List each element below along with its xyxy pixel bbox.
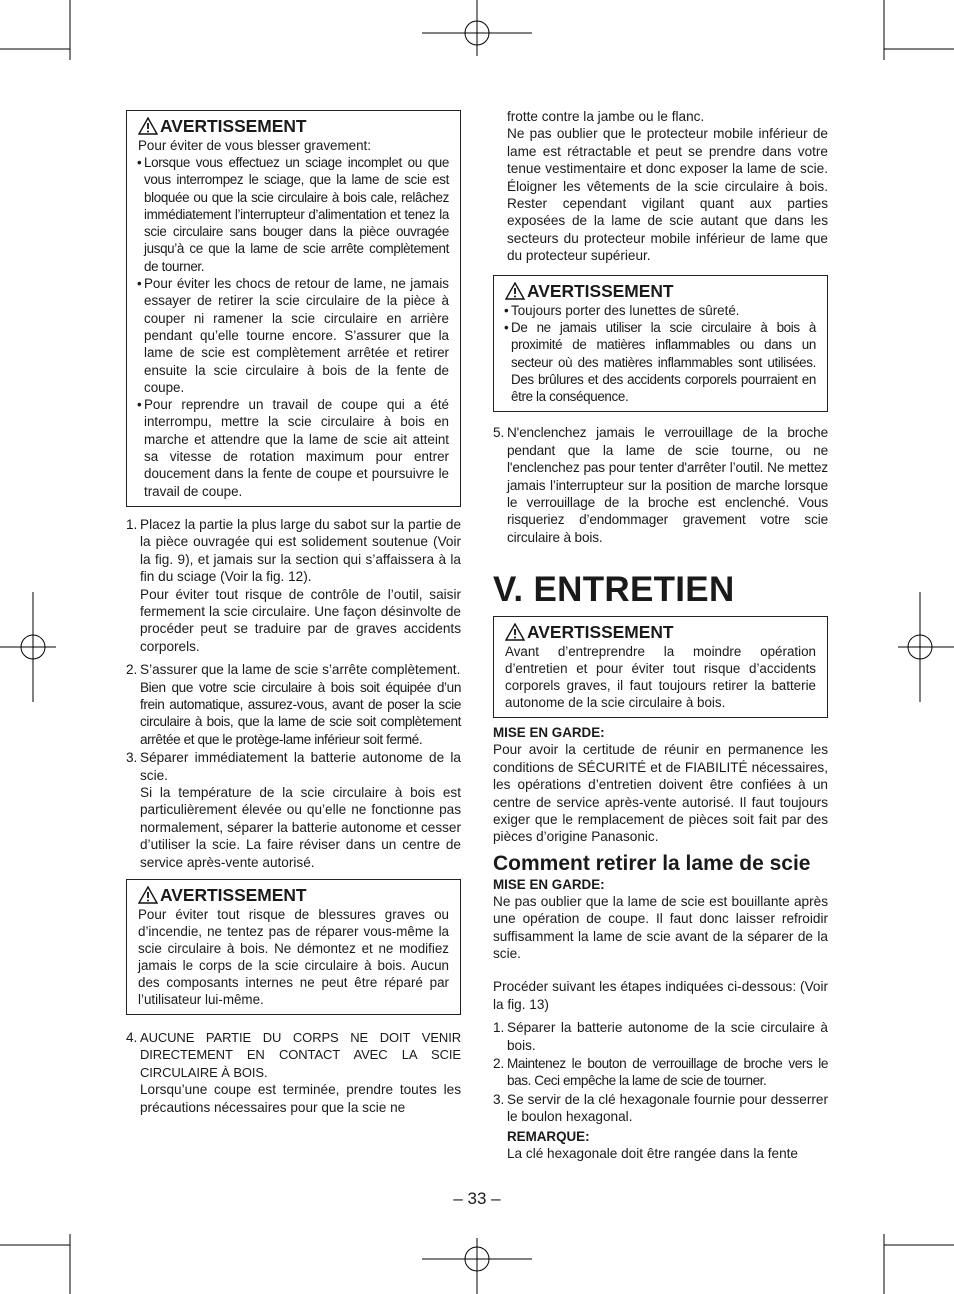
item-paragraph: Lorsqu’une coupe est terminée, prendre toutes les précautions nécessaires pour que la scie ne <box>140 1082 461 1115</box>
numbered-item <box>493 424 828 546</box>
step-number: 3. <box>493 1091 505 1107</box>
numbered-item <box>126 1029 461 1116</box>
warning-heading <box>505 621 816 643</box>
warning-box <box>126 110 461 507</box>
spacer <box>493 962 828 978</box>
step-item <box>493 1019 828 1054</box>
item-paragraph: Bien que votre scie circulaire à bois soit équipée d’un frein automatique, assurez-vous, avant de poser la scie circulaire à bois, que la lame de scie soit complètement arrêtée et que le protège-lame inférieur soit fermé. <box>140 679 461 747</box>
item-paragraph: Si la température de la scie circulaire à bois est particulièrement élevée ou qu’elle ne fonctionne pas normalement, séparer la batterie autonome et cesser d’utiliser la scie. La faire réviser dans un centre de service après-vente autorisé. <box>140 785 461 870</box>
item-paragraph: Séparer immédiatement la batterie autonome de la scie. <box>140 750 461 783</box>
caution-label: MISE EN GARDE: <box>493 876 605 892</box>
item-number: 4. <box>126 1030 138 1046</box>
note-text: La clé hexagonale doit être rangée dans la fente <box>507 1146 798 1161</box>
warning-title: AVERTISSEMENT <box>527 280 674 301</box>
warning-bullet: • Lorsque vous effectuez un sciage incomplet ou que vous interrompez le sciage, que la lame de scie est bloquée ou que la scie circulaire à bois cale, relâchez immédiatement l’interrupteur d’alimentation et tenez la scie circulaire sans bouger dans la pièce ouvragée jusqu’à ce que la lame de scie arrête complètement de tourner. <box>138 154 449 275</box>
warning-box <box>493 616 828 718</box>
warning-box <box>493 275 828 413</box>
warning-heading <box>138 884 449 906</box>
note-label: REMARQUE: <box>507 1128 590 1144</box>
item-caps-paragraph: AUCUNE PARTIE DU CORPS NE DOIT VENIR DIRECTEMENT EN CONTACT AVEC LA SCIE CIRCULAIRE À BOIS. <box>140 1030 461 1080</box>
item-number: 1. <box>126 516 138 532</box>
warning-triangle-icon <box>138 117 158 135</box>
warning-box <box>126 879 461 1015</box>
step-item <box>493 1055 828 1090</box>
right-column <box>493 108 828 1162</box>
warning-text: Pour éviter tout risque de blessures graves ou d’incendie, ne tentez pas de réparer vous-même la scie circulaire à bois. Ne démontez et ne modifiez jamais le corps de la scie circulaire à bois. Aucun des composants internes ne peut être réparé par l’utilisateur lui-même. <box>138 907 449 1008</box>
numbered-item <box>126 749 461 871</box>
item-paragraph: Placez la partie la plus large du sabot sur la partie de la pièce ouvragée qui est solidement soutenue (Voir la fig. 9), et jamais sur la section qui s’affaissera à la fin du sciage (Voir la fig. 12). <box>140 516 461 585</box>
item-paragraph: S’assurer que la lame de scie s’arrête complètement. <box>140 662 461 678</box>
warning-triangle-icon <box>505 623 525 641</box>
step-text: Se servir de la clé hexagonale fournie pour desserrer le boulon hexagonal. <box>507 1091 828 1125</box>
subsection-title: Comment retirer la lame de scie <box>493 851 811 875</box>
warning-bullet: • Toujours porter des lunettes de sûreté. <box>505 302 816 319</box>
warning-heading <box>138 115 449 137</box>
warning-title: AVERTISSEMENT <box>160 885 307 906</box>
step-item <box>493 1091 828 1126</box>
item-paragraph: Pour éviter tout risque de contrôle de l’outil, saisir fermement la scie circulaire. Une façon désinvolte de procéder peut se traduire par de graves accidents corporels. <box>140 586 461 654</box>
warning-bullet: • Pour éviter les chocs de retour de lame, ne jamais essayer de retirer la scie circulaire de la pièce à couper ni ramener la scie circulaire en arrière pendant qu’elle tourne encore. S’assurer que la lame de scie est complètement arrêtée et retirer ensuite la scie circulaire à bois de la fente de coupe. <box>138 275 449 396</box>
left-column <box>126 108 461 1117</box>
step-number: 2. <box>493 1055 505 1071</box>
warning-bullet: • De ne jamais utiliser la scie circulaire à bois à proximité de matières inflammables ou dans un secteur où des matières inflammables sont utilisées. Des brûlures et des accidents corporels pourraient en être la conséquence. <box>505 319 816 405</box>
item-number: 2. <box>126 662 138 678</box>
continued-item <box>493 108 828 265</box>
procedure-intro: Procéder suivant les étapes indiquées ci-dessous: (Voir la fig. 13) <box>493 979 828 1012</box>
warning-triangle-icon <box>505 282 525 300</box>
item-paragraph: N'enclenchez jamais le verrouillage de la broche pendant que la lame de scie tourne, ou ne l'enclenchez pas pour tenter d'arrêter l’outil. Ne mettez jamais l’interrupteur sur la position de marche lorsque le verrouillage de la broche est enclenché. Vous risqueriez d’endommager gravement votre scie circulaire à bois. <box>507 425 828 545</box>
item-number: 5. <box>493 425 505 441</box>
item-number: 3. <box>126 750 138 766</box>
caution-text: Pour avoir la certitude de réunir en permanence les conditions de SÉCURITÉ et de FIABILITÉ nécessaires, les opérations d’entretien doivent être confiées à un centre de service après-vente autorisé. Il faut toujours exiger que le remplacement de pièces soit fait par des pièces d’origine Panasonic. <box>493 742 828 845</box>
warning-title: AVERTISSEMENT <box>160 116 307 136</box>
caution-label: MISE EN GARDE: <box>493 725 605 741</box>
step-number: 1. <box>493 1020 505 1036</box>
numbered-item <box>126 661 461 748</box>
caution-text: Ne pas oublier que la lame de scie est bouillante après une opération de coupe. Il faut donc laisser refroidir suffisamment la lame de scie avant de la séparer de la scie. <box>493 893 828 961</box>
warning-title: AVERTISSEMENT <box>527 622 674 643</box>
warning-text: Avant d’entreprendre la moindre opération d’entretien et pour éviter tout risque d’accidents corporels graves, il faut toujours retirer la batterie autonome de la scie circulaire à bois. <box>505 644 816 711</box>
section-title: V. ENTRETIEN <box>493 570 735 610</box>
item-paragraph: frotte contre la jambe ou le flanc. <box>507 109 705 124</box>
numbered-item <box>126 516 461 655</box>
warning-intro: Pour éviter de vous blesser gravement: <box>138 138 371 153</box>
warning-triangle-icon <box>138 886 158 904</box>
page-number: – 33 – <box>453 1189 501 1208</box>
step-text: Séparer la batterie autonome de la scie circulaire à bois. <box>507 1020 828 1053</box>
warning-heading <box>505 280 816 302</box>
item-paragraph: Ne pas oublier que le protecteur mobile inférieur de lame est rétractable et peut se prendre dans votre tenue vestimentaire et donc exposer la lame de scie. Éloigner les vêtements de la scie circulaire à bois. Rester cependant vigilant quant aux parties exposées de la lame de scie autant que dans les secteurs du protecteur mobile inférieur de lame que du protecteur supérieur. <box>507 126 828 264</box>
warning-bullet: • Pour reprendre un travail de coupe qui a été interrompu, mettre la scie circulaire à bois en marche et attendre que la lame de scie ait atteint sa vitesse de rotation maximum pour entrer doucement dans la fente de coupe et poursuivre le travail de coupe. <box>138 396 449 500</box>
step-text: Maintenez le bouton de verrouillage de broche vers le bas. Ceci empêche la lame de scie de tourner. <box>507 1055 828 1089</box>
